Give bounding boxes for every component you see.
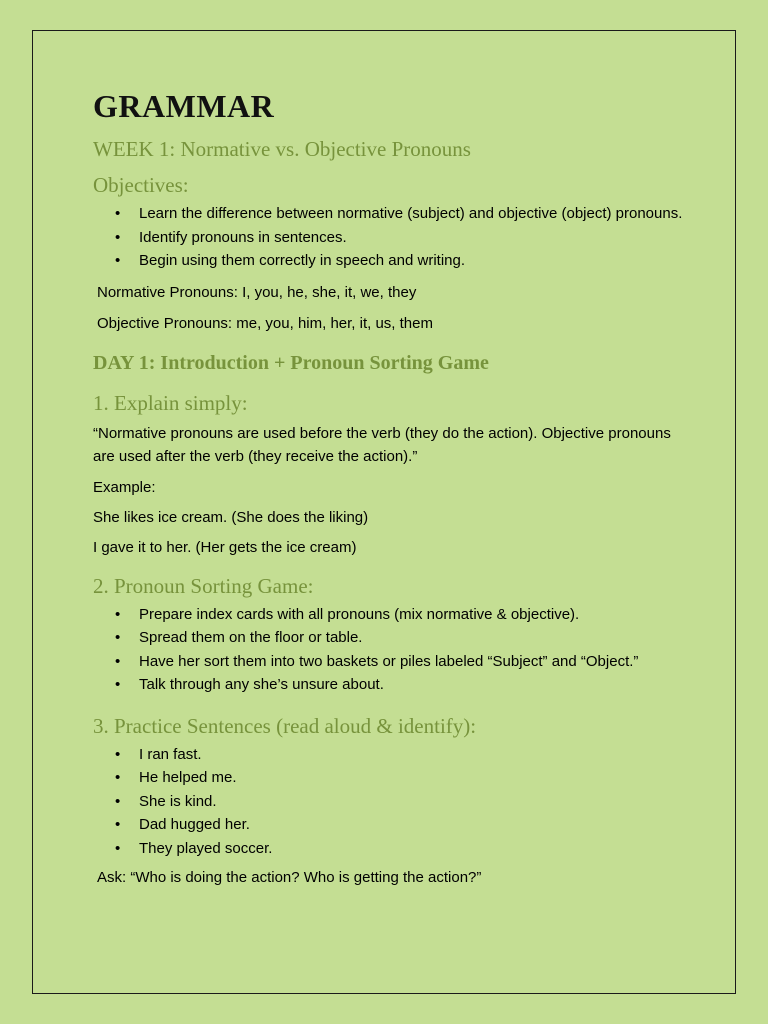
list-item: • Prepare index cards with all pronouns (mix normative & objective). — [115, 603, 683, 627]
objective-pronouns: me, you, him, her, it, us, them — [232, 314, 433, 332]
bullet-icon: • — [115, 839, 121, 857]
explanation-quote: “Normative pronouns are used before the verb (they do the action). Objective pronouns are used after the verb (they receive the action).” — [93, 424, 671, 465]
objective-definition — [97, 314, 683, 334]
section2-heading: 2. Pronoun Sorting Game: — [93, 573, 314, 598]
bullet-icon: • — [115, 205, 121, 222]
week-heading: WEEK 1: Normative vs. Objective Pronouns — [93, 137, 471, 161]
list-item: • She is kind. — [115, 790, 683, 814]
bullet-icon: • — [115, 745, 121, 763]
document-body — [93, 84, 683, 888]
bullet-icon: • — [115, 228, 121, 246]
list-item: • Dad hugged her. — [115, 813, 683, 837]
bullet-icon: • — [115, 629, 121, 646]
list-item: • Have her sort them into two baskets or piles labeled “Subject” and “Object.” — [115, 650, 683, 674]
list-item: • Talk through any she’s unsure about. — [115, 673, 683, 697]
section3-heading: 3. Practice Sentences (read aloud & identify): — [93, 713, 477, 738]
objectives-heading: Objectives: — [93, 173, 189, 197]
example-sentence-2: I gave it to her. (Her gets the ice cream) — [93, 538, 357, 556]
section1-heading: 1. Explain simply: — [93, 390, 248, 415]
sorting-game-list — [93, 603, 683, 697]
list-item: • Identify pronouns in sentences. — [115, 226, 683, 250]
page-title: GRAMMAR — [93, 88, 275, 124]
example-sentence-1: She likes ice cream. (She does the liking) — [93, 508, 369, 526]
normative-pronouns: : I, you, he, she, it, we, they — [233, 283, 417, 301]
bullet-icon: • — [115, 652, 121, 670]
normative-label: Normative Pronouns — [97, 283, 234, 301]
practice-sentences-list — [93, 743, 683, 861]
day-heading: DAY 1: Introduction + Pronoun Sorting Game — [93, 351, 489, 374]
ask-prompt: Ask: “Who is doing the action? Who is getting the action?” — [97, 869, 482, 886]
objectives-list — [93, 202, 683, 273]
list-item: • Begin using them correctly in speech and writing. — [115, 249, 683, 273]
list-item: • I ran fast. — [115, 743, 683, 767]
bullet-icon: • — [115, 816, 121, 833]
bullet-icon: • — [115, 252, 121, 269]
example-label: Example: — [93, 478, 156, 496]
list-item: • Learn the difference between normative (subject) and objective (object) pronouns. — [115, 202, 683, 226]
bullet-icon: • — [115, 676, 121, 693]
objective-label: Objective Pronouns: — [97, 314, 233, 332]
normative-definition — [97, 283, 683, 303]
bullet-icon: • — [115, 769, 121, 786]
bullet-icon: • — [115, 792, 121, 810]
list-item: • They played soccer. — [115, 837, 683, 861]
list-item: • Spread them on the floor or table. — [115, 626, 683, 650]
bullet-icon: • — [115, 605, 121, 623]
list-item: • He helped me. — [115, 766, 683, 790]
